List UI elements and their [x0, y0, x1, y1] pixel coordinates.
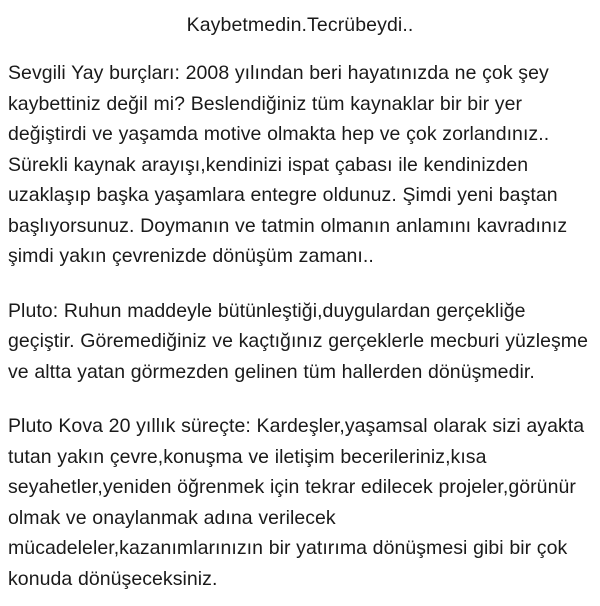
body-paragraph-2: Pluto: Ruhun maddeyle bütünleştiği,duygulardan gerçekliğe geçiştir. Göremediğiniz ve kaçtığınız gerçeklerle mecburi yüzleşme ve altta yatan görmezden gelinen tüm hallerden dönüşmedir.	[8, 299, 588, 383]
body-paragraph-1: Sevgili Yay burçları: 2008 yılından beri hayatınızda ne çok şey kaybettiniz değil mi? Beslendiğiniz tüm kaynaklar bir bir yer değiştirdi ve yaşamda motive olmakta hep ve çok zorlandınız.. Sürekli kaynak arayışı,kendinizi ispat çabası ile kendinizden uzaklaşıp başka yaşamlara entegre oldunuz. Şimdi yeni baştan başlıyorsunuz. Doymanın ve tatmin olmanın anlamını kavradınız şimdi yakın çevrenizde dönüşüm zamanı..	[8, 62, 568, 267]
body-paragraph-3: Pluto Kova 20 yıllık süreçte: Kardeşler,yaşamsal olarak sizi ayakta tutan yakın çevre,konuşma ve iletişim becerileriniz,kısa seyahetler,yeniden öğrenmek için tekrar edilecek projeler,görünür olmak ve onaylanmak adına verilecek mücadeleler,kazanımlarınızın bir yatırıma dönüşmesi gibi bir çok konuda dönüşeceksiniz.	[8, 415, 585, 590]
page-title: Kaybetmedin.Tecrübeydi..	[186, 14, 414, 36]
